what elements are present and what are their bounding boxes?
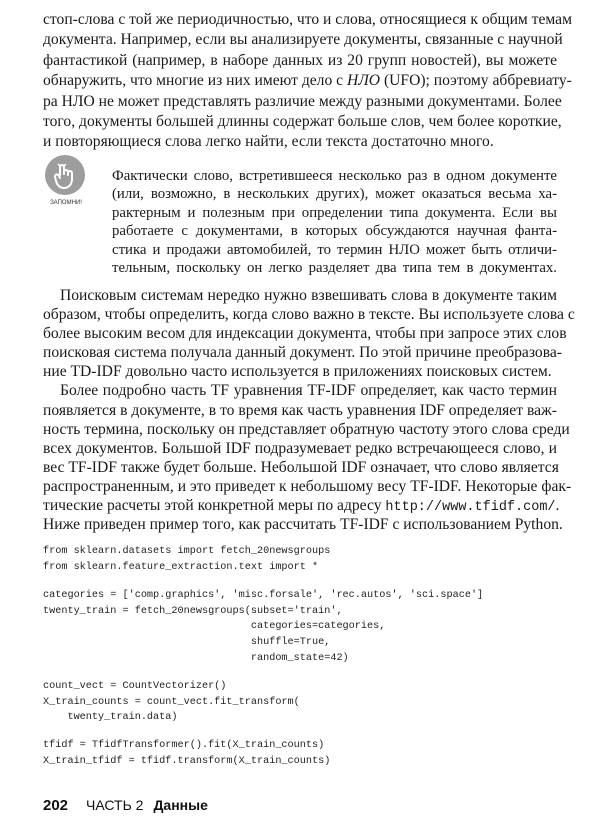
text-line: ность термина, поскольку он представляет обратную частоту этого слова среди (43, 420, 570, 438)
text-line: тельным, поскольку он легко разделяет два типа тем в документах. (112, 259, 557, 276)
text-line: ние TD-IDF довольно часто используется в приложениях поисковых систем. (43, 363, 552, 381)
text-line: вес TF-IDF также будет больше. Небольшой IDF означает, что слово является (43, 458, 559, 476)
text-fragment: тические расчеты этой конкретной меры по адресу (43, 497, 386, 515)
text-line (43, 496, 560, 516)
text-line: Более подробно часть TF уравнения TF-IDF определяет, как часто термин (60, 382, 557, 400)
code-line: from sklearn.datasets import fetch_20newsgroups (43, 546, 331, 557)
page-number: 202 (43, 797, 69, 814)
text-line: поисковая система получала данный документ. По этой причине преобразова- (43, 344, 562, 362)
text-fragment: (UFO); поэтому аббревиату- (380, 72, 572, 90)
remember-label: ЗАПОМНИ! (50, 200, 82, 206)
part-label: ЧАСТЬ 2 (86, 797, 144, 813)
text-line: и повторяющиеся слова легко найти, если текста достаточно много. (43, 133, 494, 151)
text-line: появляется в документе, в то время как часть уравнения IDF определяет важ- (43, 401, 557, 419)
code-line: twenty_train.data) (43, 712, 178, 724)
code-listing (43, 544, 483, 770)
text-line: того, документы большей длинны содержат больше слов, чем более короткие, (43, 112, 562, 130)
text-line: рактерным и полезным при определении типа документа. Если вы (112, 204, 557, 221)
code-line: X_train_counts = count_vect.fit_transform( (43, 696, 300, 708)
code-line: shuffle=True, (43, 636, 331, 648)
text-line: документа. Например, если вы анализируете документы, связанные с научной (43, 31, 563, 49)
section-title: Данные (153, 797, 208, 813)
text-line: распространенным, и это приведет к небольшому весу TF-IDF. Некоторые фак- (43, 477, 572, 495)
text-fragment: . (555, 497, 560, 515)
text-line: ра НЛО не может представлять различие между разными документами. Более (43, 92, 562, 110)
code-line (43, 575, 483, 588)
code-line: X_train_tfidf = tfidf.transform(X_train_counts) (43, 756, 331, 768)
text-line: образом, чтобы определить, когда слово важно в тексте. Вы используете слова с (43, 306, 575, 324)
code-line: tfidf = TfidfTransformer().fit(X_train_counts) (43, 740, 325, 752)
paragraphs-tfidf (43, 286, 575, 534)
code-line: categories = ['comp.graphics', 'misc.forsale', 'rec.autos', 'sci.space'] (43, 589, 484, 601)
code-line: categories=categories, (43, 621, 386, 633)
page-footer (43, 797, 208, 814)
code-line: count_vect = CountVectorizer() (43, 680, 227, 692)
text-line: Поисковым системам нередко нужно взвешивать слова в документе таким (60, 287, 557, 304)
tfidf-url-link[interactable]: http://www.tfidf.com/ (385, 500, 556, 516)
code-line: twenty_train = fetch_20newsgroups(subset='train', (43, 605, 343, 617)
text-line: фантастикой (например, в наборе данных из 20 групп новостей), вы можете (43, 51, 557, 69)
text-line: работаете с документами, в которых обсуждаются научная фанта- (112, 223, 557, 240)
code-line (43, 726, 483, 739)
text-line (43, 71, 572, 91)
text-line: стоп-слова с той же периодичностью, что и слова, относящиеся к общим темам (43, 11, 572, 28)
text-line: Фактически слово, встретившееся несколько раз в одном документе (112, 168, 557, 184)
paragraph-intro (43, 10, 572, 153)
italic-term: НЛО (346, 72, 381, 90)
text-line: более высоким весом для индексации документа, чтобы при запросе этих слов (43, 325, 567, 343)
code-line: from sklearn.feature_extraction.text import * (43, 561, 319, 573)
text-line: (или, возможно, в нескольких других), может оказаться весьма ха- (112, 186, 557, 203)
text-line: стика и продажи автомобилей, то термин НЛО может быть отличи- (112, 241, 557, 258)
text-fragment: обнаружить, что многие из них имеют дело с (43, 72, 347, 90)
text-line: Ниже приведен пример того, как рассчитать TF-IDF с использованием Python. (43, 516, 563, 534)
remember-hand-icon (45, 155, 85, 195)
code-line (43, 666, 483, 679)
text-line: всех документов. Большой IDF подразумевает редко встречающееся слово, и (43, 439, 557, 457)
note-text (112, 167, 557, 277)
code-line: random_state=42) (43, 652, 349, 664)
